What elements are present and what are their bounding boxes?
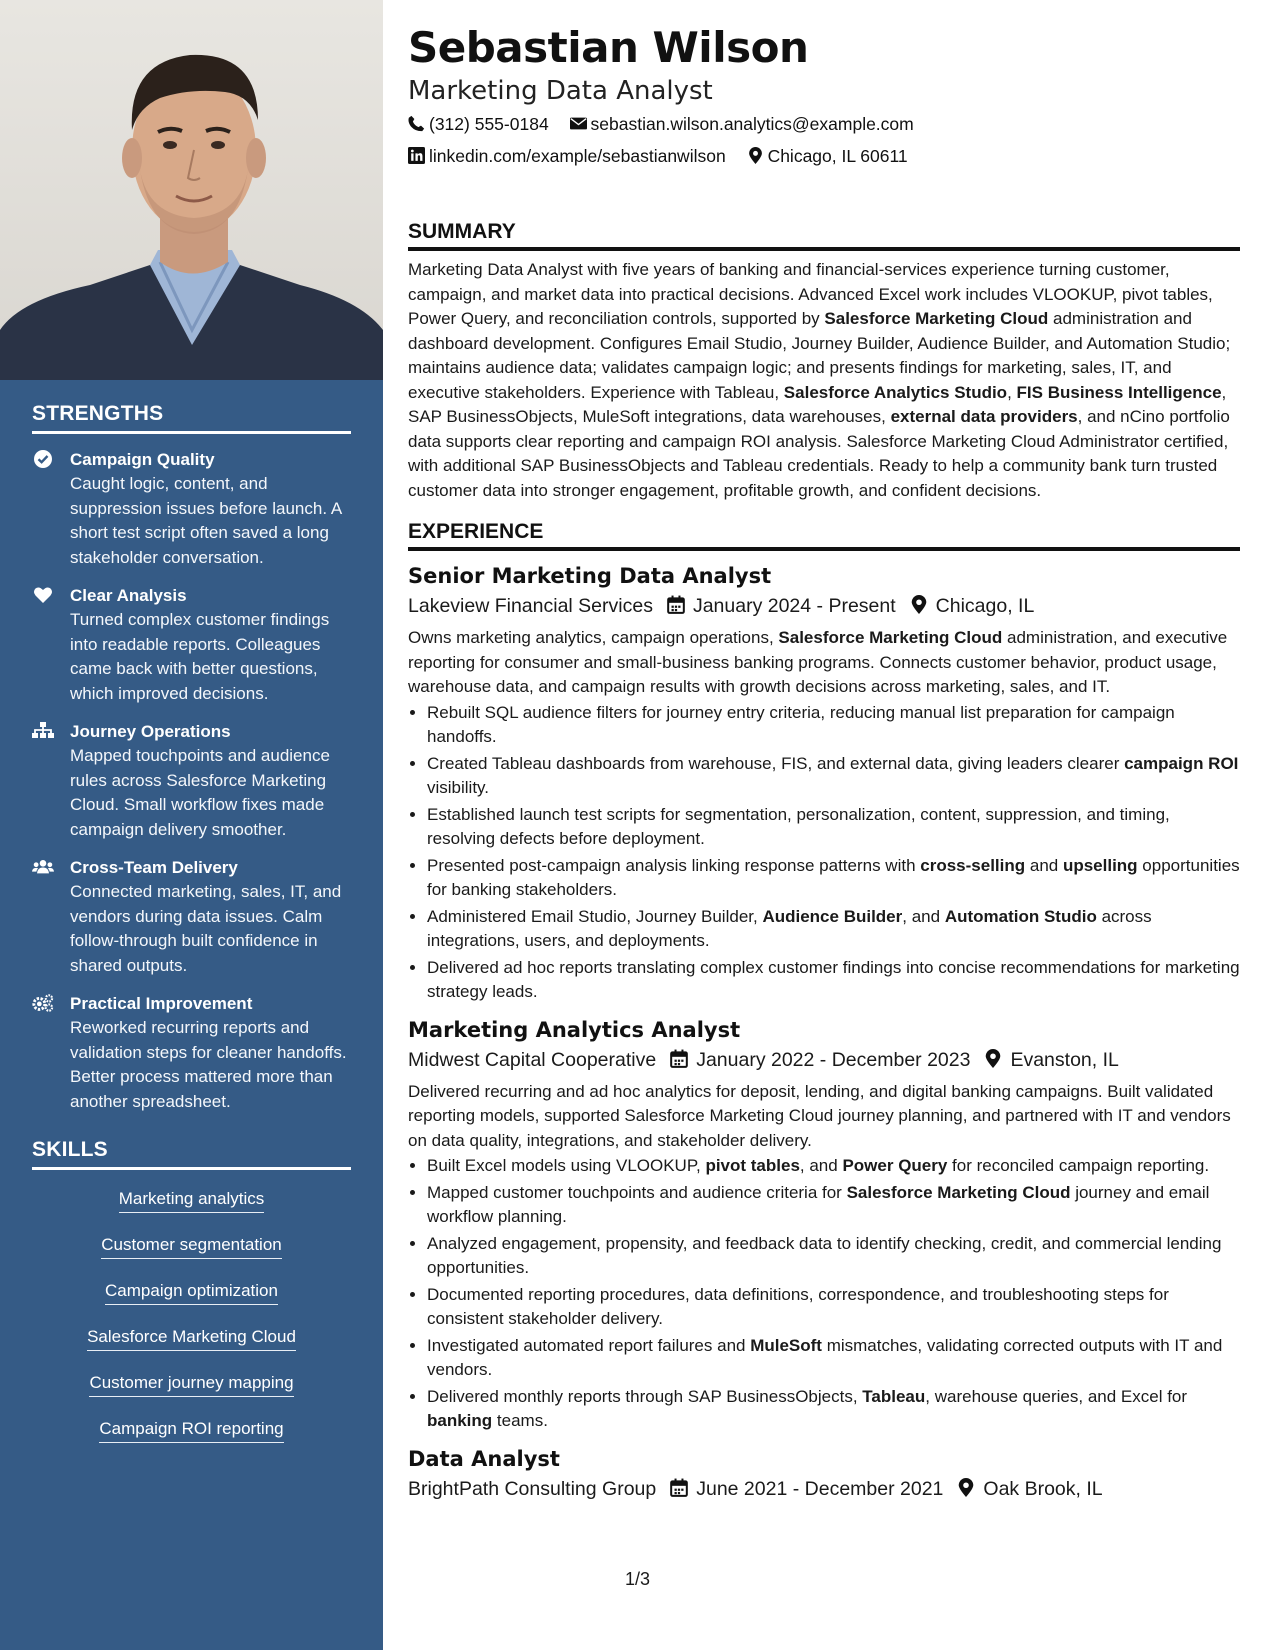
skill-tag: Campaign ROI reporting: [99, 1418, 283, 1443]
text-run: , SAP BusinessObjects, MuleSoft integrations, data warehouses,: [408, 382, 1227, 426]
summary-heading: SUMMARY: [408, 220, 1240, 251]
strength-item: [32, 992, 351, 1114]
job-location-text: Evanston, IL: [1010, 1048, 1119, 1071]
location-text: Chicago, IL 60611: [767, 146, 908, 166]
strength-desc: Caught logic, content, and suppression issues before launch. A short test script often saved a long stakeholder conversation.: [70, 474, 342, 567]
text-run: , warehouse queries, and Excel for: [925, 1386, 1188, 1406]
strength-title: Cross-Team Delivery: [70, 858, 238, 877]
strength-desc: Reworked recurring reports and validation steps for cleaner handoffs. Better process mattered more than another spreadsheet.: [70, 1018, 347, 1111]
text-run: Administered Email Studio, Journey Builder,: [427, 906, 763, 926]
text-run: , and: [902, 906, 945, 926]
strength-title: Campaign Quality: [70, 450, 215, 469]
skill-tag: Campaign optimization: [105, 1280, 278, 1305]
strength-desc: Turned complex customer findings into readable reports. Colleagues came back with better questions, which improved decisions.: [70, 610, 330, 703]
candidate-name: Sebastian Wilson: [408, 23, 809, 72]
text-run: Delivered monthly reports through SAP BusinessObjects,: [427, 1386, 863, 1406]
skill-list: [32, 1184, 351, 1460]
email-contact[interactable]: [570, 108, 914, 140]
skills-heading: SKILLS: [32, 1138, 351, 1170]
check-circle-icon: [32, 449, 54, 469]
job-location-text: Chicago, IL: [935, 595, 1035, 617]
contact-row: [408, 140, 1240, 172]
achievement-item: [427, 1181, 1240, 1230]
bold-text: Salesforce Analytics Studio: [783, 382, 1008, 402]
text-run: Mapped customer touchpoints and audience criteria for: [427, 1182, 847, 1202]
achievement-item: [427, 956, 1240, 1005]
text-run: administration, and executive reporting for consumer and small-business banking programs. Connects customer behavior, product usage, warehouse data, and campaign results with growth decisions across marketing, sales, and IT.: [408, 628, 1228, 696]
location-contact: [747, 140, 908, 172]
job-title: Data Analyst: [408, 1446, 560, 1471]
strength-item: [32, 856, 351, 978]
job-meta: [408, 591, 1240, 621]
sitemap-icon: [32, 721, 54, 741]
calendar-icon: [667, 595, 685, 614]
strength-item: [32, 448, 351, 570]
text-run: Marketing Data Analyst with five years of banking and financial-services experience turning customer, campaign, and market data into practical decisions. Advanced Excel work includes VLOOKUP, pivot tables, Power Query, and reconciliation controls, supported by: [408, 260, 1213, 328]
bold-text: Salesforce Marketing Cloud: [846, 1182, 1071, 1202]
skill-tag: Customer segmentation: [101, 1234, 281, 1259]
achievement-item: [427, 701, 1240, 750]
bold-text: MuleSoft: [750, 1335, 822, 1355]
achievement-item: [427, 854, 1240, 903]
users-icon: [32, 857, 54, 877]
text-run: Created Tableau dashboards from warehouse, FIS, and external data, giving leaders clearer: [427, 753, 1125, 773]
strength-item: [32, 584, 351, 706]
job-entry: [408, 1015, 1240, 1434]
strength-title: Practical Improvement: [70, 994, 253, 1013]
strength-desc: Mapped touchpoints and audience rules across Salesforce Marketing Cloud. Small workflow fixes made campaign delivery smoother.: [70, 746, 330, 839]
job-location: [957, 1474, 1102, 1504]
map-pin-icon: [910, 595, 928, 614]
achievement-item: [427, 803, 1240, 852]
bold-text: cross-selling: [920, 855, 1026, 875]
achievement-item: [427, 1283, 1240, 1332]
job-headline: Marketing Data Analyst: [408, 76, 713, 106]
job-meta: [408, 1045, 1240, 1075]
achievement-item: [427, 1232, 1240, 1281]
contact-row: [408, 108, 1240, 140]
text-run: opportunities for banking stakeholders.: [427, 855, 1240, 899]
company-name: BrightPath Consulting Group: [408, 1477, 657, 1500]
text-run: journey and email workflow planning.: [427, 1182, 1210, 1226]
experience-list: [408, 561, 1240, 1504]
bold-text: Audience Builder: [762, 906, 903, 926]
skill-tag: Marketing analytics: [119, 1188, 265, 1213]
bold-text: FIS Business Intelligence: [1016, 382, 1222, 402]
text-run: Delivered ad hoc reports translating complex customer findings into concise recommendations for marketing strategy leads.: [427, 957, 1240, 1001]
job-meta: [408, 1474, 1240, 1504]
phone-text: (312) 555-0184: [429, 114, 549, 134]
text-run: Rebuilt SQL audience filters for journey entry criteria, reducing manual list preparation for campaign handoffs.: [427, 702, 1175, 746]
linkedin-contact[interactable]: [408, 140, 726, 172]
bold-text: Automation Studio: [944, 906, 1097, 926]
achievement-list: [408, 1154, 1240, 1434]
job-dates: [670, 1045, 970, 1075]
calendar-icon: [670, 1049, 688, 1068]
strengths-heading: STRENGTHS: [32, 402, 351, 434]
job-dates-text: January 2024 - Present: [692, 595, 896, 617]
text-run: Owns marketing analytics, campaign operations,: [408, 628, 779, 647]
gears-icon: [32, 993, 54, 1013]
text-run: ,: [1007, 382, 1017, 402]
email-text[interactable]: sebastian.wilson.analytics@example.com: [590, 114, 914, 134]
skill-tag: Customer journey mapping: [89, 1372, 293, 1397]
job-dates: [667, 591, 896, 621]
achievement-item: [427, 905, 1240, 954]
map-pin-icon: [984, 1049, 1002, 1068]
text-run: administration and dashboard development. Configures Email Studio, Journey Builder, Audience Builder, and Automation Studio; maintains audience data; validates campaign logic; and presents findings for marketing, sales, IT, and executive stakeholders. Experience with Tableau,: [408, 309, 1231, 402]
bold-text: upselling: [1062, 855, 1138, 875]
text-run: visibility.: [427, 778, 490, 797]
text-run: Established launch test scripts for segmentation, personalization, content, suppression, and timing, resolving defects before deployment.: [427, 804, 1170, 848]
profile-photo: [0, 0, 383, 380]
text-run: teams.: [492, 1411, 548, 1430]
achievement-item: [427, 1154, 1240, 1179]
achievement-item: [427, 752, 1240, 801]
text-run: Investigated automated report failures and: [427, 1335, 751, 1355]
text-run: across integrations, users, and deployments.: [427, 906, 1152, 950]
job-dates-text: January 2022 - December 2023: [696, 1048, 971, 1071]
text-run: Documented reporting procedures, data definitions, correspondence, and troubleshooting steps for consistent stakeholder delivery.: [427, 1284, 1169, 1328]
bold-text: banking: [427, 1411, 493, 1430]
phone-icon: [408, 115, 425, 132]
achievement-item: [427, 1385, 1240, 1434]
job-location-text: Oak Brook, IL: [983, 1477, 1103, 1500]
summary-text: [408, 258, 1240, 503]
heart-icon: [32, 585, 54, 605]
text-run: mismatches, validating corrected outputs with IT and vendors.: [427, 1335, 1223, 1379]
achievement-list: [408, 701, 1240, 1005]
text-run: , and nCino portfolio data supports clear reporting and campaign ROI analysis. Salesforce Marketing Cloud Administrator certified, with additional SAP BusinessObjects and Tableau credentials. Ready to help a community bank turn trusted customer data into stronger engagement, profitable growth, and confident decisions.: [408, 407, 1230, 500]
job-dates: [670, 1474, 943, 1504]
bold-text: external data providers: [890, 407, 1078, 426]
strength-title: Journey Operations: [70, 722, 231, 741]
bold-text: Tableau: [862, 1386, 926, 1406]
job-description: [408, 626, 1240, 700]
company-name: Lakeview Financial Services: [408, 595, 653, 617]
bold-text: Salesforce Marketing Cloud: [824, 309, 1049, 328]
strength-item: [32, 720, 351, 842]
linkedin-icon: [408, 147, 425, 164]
job-title: Marketing Analytics Analyst: [408, 1017, 741, 1042]
sidebar: [0, 0, 383, 1650]
job-entry: [408, 561, 1240, 1005]
bold-text: Salesforce Marketing Cloud: [778, 628, 1003, 647]
text-run: Presented post-campaign analysis linking response patterns with: [427, 855, 921, 875]
envelope-icon: [570, 115, 587, 132]
sidebar-content: [32, 402, 351, 1460]
text-run: , and: [799, 1156, 843, 1175]
strength-desc: Connected marketing, sales, IT, and vendors during data issues. Calm follow-through built confidence in shared outputs.: [70, 882, 342, 975]
strength-title: Clear Analysis: [70, 586, 187, 605]
bold-text: pivot tables: [705, 1156, 800, 1175]
skill-tag: Salesforce Marketing Cloud: [87, 1326, 296, 1351]
experience-heading: EXPERIENCE: [408, 520, 1240, 551]
text-run: and: [1025, 855, 1063, 875]
phone-contact: [408, 108, 549, 140]
achievement-item: [427, 1334, 1240, 1383]
job-dates-text: June 2021 - December 2021: [696, 1477, 944, 1500]
job-location: [984, 1045, 1118, 1075]
page-number: 1/3: [624, 1569, 651, 1589]
calendar-icon: [670, 1478, 688, 1497]
map-pin-icon: [747, 147, 764, 164]
text-run: for reconciled campaign reporting.: [947, 1156, 1210, 1175]
text-run: Delivered recurring and ad hoc analytics for deposit, lending, and digital banking campaigns. Built validated reporting models, supported Salesforce Marketing Cloud journey planning, and partnered with IT and vendors on data quality, integrations, and stakeholder delivery.: [408, 1081, 1231, 1150]
linkedin-text[interactable]: linkedin.com/example/sebastianwilson: [429, 146, 726, 166]
job-entry: [408, 1444, 1240, 1504]
job-description: [408, 1080, 1240, 1154]
job-location: [910, 591, 1035, 621]
job-title: Senior Marketing Data Analyst: [408, 564, 772, 588]
bold-text: Power Query: [842, 1156, 948, 1175]
main-content: [408, 22, 1240, 1504]
map-pin-icon: [957, 1478, 975, 1497]
company-name: Midwest Capital Cooperative: [408, 1048, 657, 1071]
text-run: Built Excel models using VLOOKUP,: [427, 1156, 706, 1175]
text-run: Analyzed engagement, propensity, and feedback data to identify checking, credit, and commercial lending opportunities.: [427, 1233, 1222, 1277]
bold-text: campaign ROI: [1124, 753, 1239, 773]
